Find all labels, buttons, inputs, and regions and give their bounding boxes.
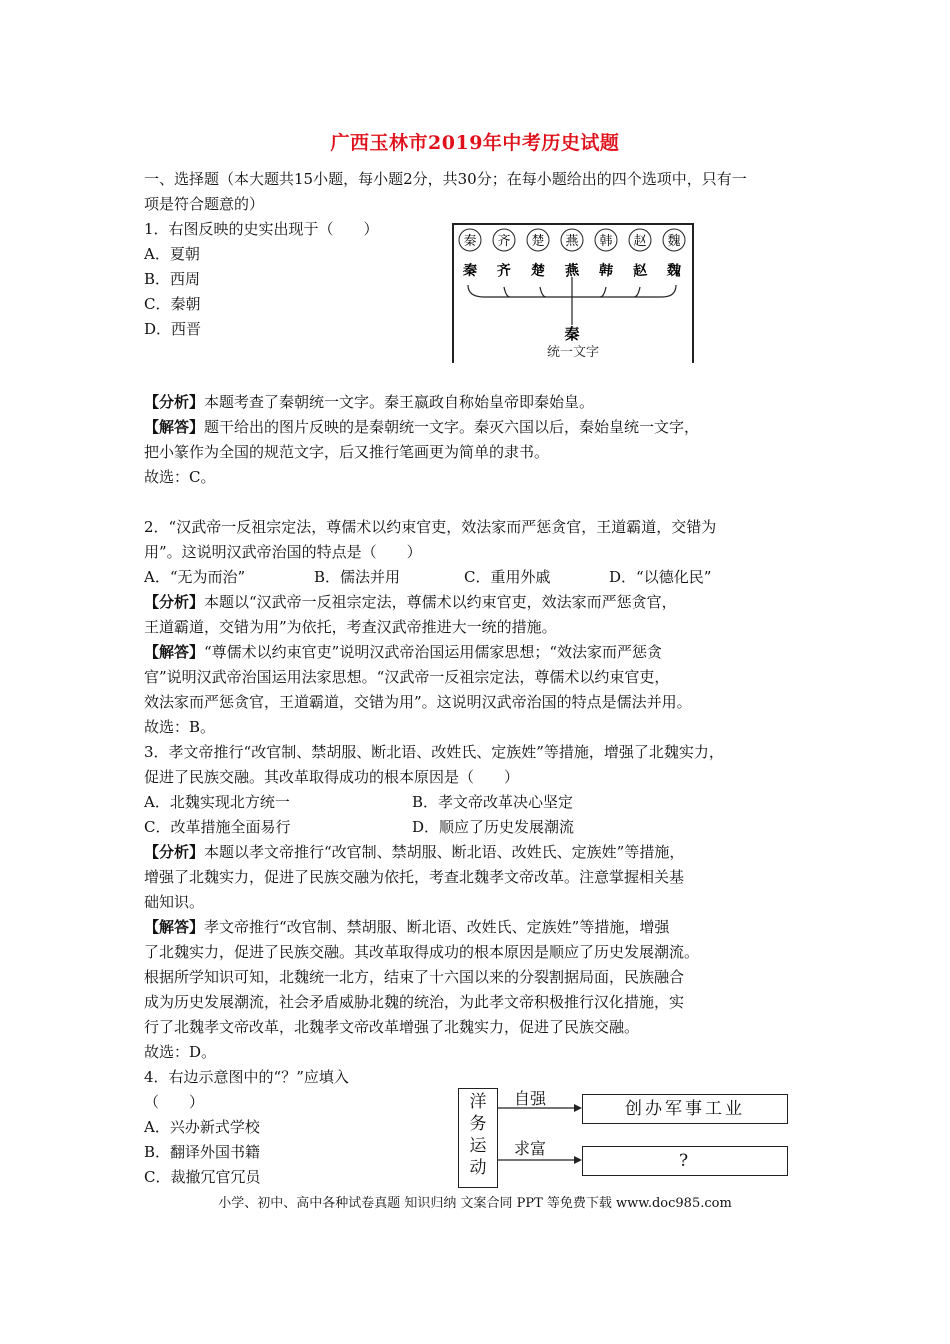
q3-analysis: 【分析】本题以孝文帝推行“改官制、禁胡服、断北语、改姓氏、定族姓”等措施， (144, 843, 685, 861)
q4-stem: 4．右边示意图中的“？”应填入 (144, 1068, 349, 1086)
q2-stem-cont: 用”。这说明汉武帝治国的特点是（ ） (144, 543, 422, 561)
label-seeking-wealth: 求富 (514, 1139, 547, 1158)
q3-options-cd (144, 815, 804, 840)
state-name: 魏 (667, 234, 681, 249)
state-name: 楚 (531, 234, 545, 249)
q3-option-c: C．改革措施全面易行 (144, 818, 291, 836)
q3-stem-cont: 促进了民族交融。其改革取得成功的根本原因是（ ） (144, 768, 520, 786)
q2-option-a: A．“无为而治” (144, 568, 246, 586)
q3-analysis-cont-1: 增强了北魏实力，促进了民族交融为依托，考查北魏孝文帝改革。注意掌握相关基 (144, 868, 685, 886)
q1-analysis: 【分析】本题考查了秦朝统一文字。秦王嬴政自称始皇帝即秦始皇。 (144, 393, 595, 411)
footer-text: 小学、初中、高中各种试卷真题 知识归纳 文案合同 PPT 等免费下载 www.doc985.com (218, 1196, 732, 1211)
q1-figure-unified-script (452, 223, 694, 363)
state-script-char: 秦 (462, 262, 478, 280)
q3-answer: 【解答】孝文帝推行“改官制、禁胡服、断北语、改姓氏、定族姓”等措施，增强 (144, 918, 670, 936)
state-name: 秦 (463, 234, 477, 249)
state-script-char: 赵 (632, 262, 648, 280)
q2-answer: 【解答】“尊儒术以约束官吏”说明汉武帝治国运用儒家思想；“效法家而严惩贪 (144, 643, 663, 661)
q3-analysis-cont-2: 础知识。 (144, 893, 205, 911)
label-self-strengthening: 自强 (514, 1089, 547, 1108)
q2-choose: 故选：B。 (144, 718, 216, 736)
exam-body-main (144, 390, 804, 1190)
state-script-char: 燕 (564, 262, 580, 280)
box-military-industry: 创办军事工业 (582, 1094, 788, 1124)
q2-option-b: B．儒法并用 (314, 568, 401, 586)
q2-analysis-cont: 王道霸道，交错为用”为依托，考查汉武帝推进大一统的措施。 (144, 618, 557, 636)
result-char: 秦 (564, 325, 580, 343)
q3-option-d: D．顺应了历史发展潮流 (412, 818, 575, 836)
state-script-char: 齐 (496, 262, 512, 280)
state-script-char: 楚 (530, 262, 546, 280)
q4-figure-westernization (458, 1088, 794, 1188)
q1-option-c: C．秦朝 (144, 295, 201, 313)
state-script-char: 魏 (666, 262, 682, 280)
state-script-char: 韩 (598, 262, 614, 280)
state-name: 赵 (633, 234, 647, 249)
state-name: 燕 (565, 234, 579, 249)
q2-answer-cont-2: 效法家而严惩贪官，王道霸道，交错为用”。这说明汉武帝治国的特点是儒法并用。 (144, 693, 692, 711)
page-title: 广西玉林市2019年中考历史试题 (330, 132, 620, 154)
q1-answer: 【解答】题干给出的图片反映的是秦朝统一文字。秦灭六国以后，秦始皇统一文字， (144, 418, 700, 436)
movement-box: 洋 务 运 动 (458, 1088, 498, 1188)
section-header-cont: 项是符合题意的） (144, 195, 265, 213)
box-question-mark: ? (582, 1146, 788, 1176)
q4-stem-cont: （ ） (144, 1093, 205, 1111)
q3-options-ab (144, 790, 804, 815)
section-header: 一、选择题（本大题共15小题，每小题2分，共30分；在每小题给出的四个选项中，只有一 (144, 170, 747, 188)
figure-caption: 统一文字 (546, 345, 599, 360)
q3-answer-cont-4: 行了北魏孝文帝改革，北魏孝文帝改革增强了北魏实力，促进了民族交融。 (144, 1018, 640, 1036)
q2-option-d: D．“以德化民” (609, 568, 712, 586)
q1-choose: 故选：C。 (144, 468, 216, 486)
q2-stem: 2．“汉武帝一反祖宗定法，尊儒术以约束官吏，效法家而严惩贪官，王道霸道，交错为 (144, 518, 717, 536)
q1-option-a: A．夏朝 (144, 245, 200, 263)
q3-option-b: B．孝文帝改革决心坚定 (412, 793, 574, 811)
q3-choose: 故选：D。 (144, 1043, 217, 1061)
q4-option-b: B．翻译外国书籍 (144, 1143, 261, 1161)
q3-stem: 3．孝文帝推行“改官制、禁胡服、断北语、改姓氏、定族姓”等措施，增强了北魏实力， (144, 743, 724, 761)
q3-answer-cont-1: 了北魏实力，促进了民族交融。其改革取得成功的根本原因是顺应了历史发展潮流。 (144, 943, 700, 961)
q4-option-c: C．裁撤冗官冗员 (144, 1168, 261, 1186)
analysis-tag: 【分析】 (144, 393, 205, 411)
state-name: 韩 (599, 234, 613, 249)
state-name: 齐 (497, 234, 511, 249)
q3-answer-cont-3: 成为历史发展潮流，社会矛盾威胁北魏的统治，为此孝文帝积极推行汉化措施，实 (144, 993, 685, 1011)
q1-stem: 1．右图反映的史实出现于（ ） (144, 220, 379, 238)
q3-answer-cont-2: 根据所学知识可知，北魏统一北方，结束了十六国以来的分裂割据局面，民族融合 (144, 968, 685, 986)
q2-options (144, 565, 804, 590)
q4-option-a: A．兴办新式学校 (144, 1118, 260, 1136)
q1-option-d: D．西晋 (144, 320, 202, 338)
q1-answer-cont: 把小篆作为全国的规范文字，后又推行笔画更为简单的隶书。 (144, 443, 550, 461)
q1-option-b: B．西周 (144, 270, 201, 288)
answer-tag: 【解答】 (144, 418, 205, 436)
q2-analysis: 【分析】本题以“汉武帝一反祖宗定法，尊儒术以约束官吏，效法家而严惩贪官， (144, 593, 677, 611)
q2-option-c: C．重用外戚 (464, 568, 551, 586)
q2-answer-cont-1: 官”说明汉武帝治国运用法家思想。“汉武帝一反祖宗定法，尊儒术以约束官吏， (144, 668, 670, 686)
q3-option-a: A．北魏实现北方统一 (144, 793, 290, 811)
